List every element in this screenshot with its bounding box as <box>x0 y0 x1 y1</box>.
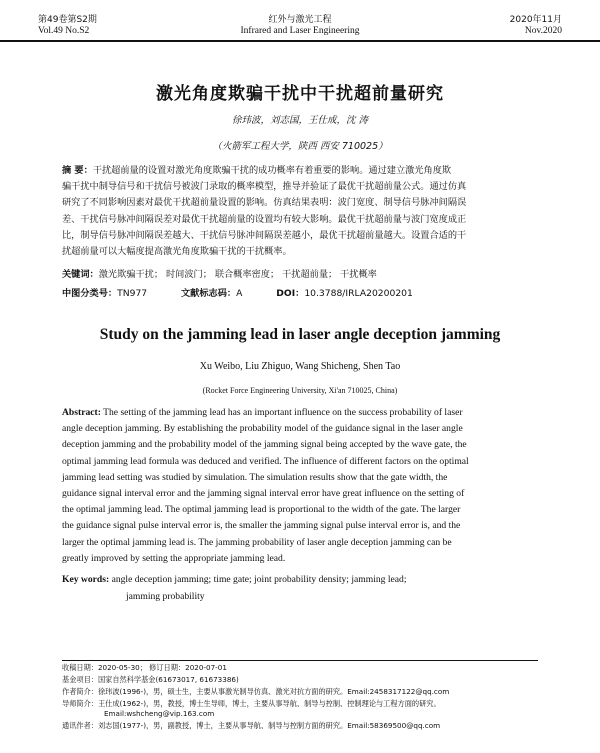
footnote-rule <box>62 660 538 661</box>
abstract-cn-line: 差、干扰信号脉冲间隔误差对最优干扰超前量的设置均有较大影响。最优干扰超前量与波门宽度成正 <box>62 213 467 225</box>
abstract-cn-label: 摘 要： <box>62 165 93 176</box>
keywords-en-label: Key words: <box>62 574 110 585</box>
affiliation-cn: （火箭军工程大学，陕西 西安 710025） <box>212 141 388 152</box>
abstract-en-line: deception jamming and the probability model of the jamming signal being accepted by the wave gate, the <box>62 439 467 451</box>
paper-title-cn: 激光角度欺骗干扰中干扰超前量研究 <box>156 84 444 104</box>
abstract-cn-line: 比，制导信号脉冲间隔误差越大、干扰信号脉冲间隔误差越小，最优干扰超前量越大。设置合适的干 <box>62 229 467 241</box>
footnote-author-bio: 作者简介：徐玮波(1996-)，男，硕士生，主要从事激光制导仿真、激光对抗方面的研究。Email:2458317122@qq.com <box>62 687 450 696</box>
abstract-en-line: angle deception jamming. By establishing the probability model of the guidance signal in the laser angle <box>62 423 463 435</box>
footnote-fund: 基金项目：国家自然科学基金(61673017, 61673386) <box>62 675 239 684</box>
abstract-cn-line: 扰超前量可以大幅度提高激光角度欺骗干扰的干扰概率。 <box>62 246 292 258</box>
paper-title-en: Study on the jamming lead in laser angle deception jamming <box>99 326 501 343</box>
keywords-cn <box>62 266 562 280</box>
abstract-en <box>62 405 542 567</box>
classification-line <box>62 285 562 299</box>
footnote-supervisor-bio: 导师简介：王仕成(1962-)，男，教授，博士生导师，博士，主要从事导航、制导与控制、控制理论与工程方面的研究。 <box>62 699 441 708</box>
abstract-en-line: optimal jamming lead formula was deduced and verified. The influence of different factors on the optimal <box>62 455 469 467</box>
header-volume-en: Vol.49 No.S2 <box>38 26 90 36</box>
doi-label: DOI： <box>276 288 305 299</box>
footnote-supervisor-email: Email:wshcheng@vip.163.com <box>104 709 215 718</box>
abstract-cn <box>62 163 552 260</box>
abstract-en-line: guidance signal interval error and the jamming signal interval error have great influence on the setting of <box>62 488 465 500</box>
header-journal-cn: 红外与激光工程 <box>268 15 332 25</box>
header-journal-en: Infrared and Laser Engineering <box>240 26 360 36</box>
doi-value: 10.3788/IRLA20200201 <box>304 288 413 299</box>
header-date-cn: 2020年11月 <box>509 15 562 25</box>
clc-label: 中图分类号： <box>62 288 118 299</box>
abstract-en-line: the optimal jamming lead. The optimal jamming lead is proportional to the width of the gate. The larger <box>62 504 461 516</box>
authors-cn: 徐玮波，刘志国，王仕成，沈 涛 <box>231 115 369 126</box>
keywords-en <box>62 571 542 605</box>
abstract-en-line: jamming lead setting was studied by simulation. The simulation results show that the gate width, the <box>62 471 448 483</box>
abstract-en-line: greatly improved by setting the appropriate jamming lead. <box>62 552 286 564</box>
keywords-en-line: jamming probability <box>126 591 205 602</box>
header-date-en: Nov.2020 <box>524 26 562 36</box>
doc-code-value: A <box>236 288 243 299</box>
header-rule <box>0 40 600 42</box>
footnotes <box>62 663 552 731</box>
keywords-cn-label: 关键词： <box>62 269 99 280</box>
footnote-received: 收稿日期：2020-05-30； 修订日期：2020-07-01 <box>62 663 227 672</box>
clc-value: TN977 <box>117 288 148 299</box>
keywords-cn-text: 激光欺骗干扰； 时间波门； 联合概率密度； 干扰超前量； 干扰概率 <box>98 269 377 280</box>
abstract-en-line: Abstract: The setting of the jamming lead has an important influence on the success probability of laser <box>62 407 463 418</box>
affiliation-en: (Rocket Force Engineering University, Xi'an 710025, China) <box>202 386 398 395</box>
abstract-en-line: the guidance signal pulse interval error is, the smaller the jamming signal pulse interval error is, and the <box>62 520 461 532</box>
doc-code-label: 文献标志码： <box>181 288 237 299</box>
authors-en: Xu Weibo, Liu Zhiguo, Wang Shicheng, Shen Tao <box>199 361 401 372</box>
abstract-cn-line: 研究了不同影响因素对最优干扰超前量设置的影响。仿真结果表明：波门宽度、制导信号脉冲间隔误 <box>62 197 467 209</box>
header-volume-cn: 第49卷第S2期 <box>38 15 97 25</box>
footnote-corresponding-author: 通讯作者：刘志国(1977-)，男，副教授，博士，主要从事导航、制导与控制方面的研究。Email:58369500@qq.com <box>62 721 441 730</box>
abstract-cn-line: 骗干扰中制导信号和干扰信号被波门录取的概率模型，推导并验证了最优干扰超前量公式。通过仿真 <box>62 181 467 193</box>
keywords-en-line: Key words: angle deception jamming; time gate; joint probability density; jamming lead; <box>62 574 407 585</box>
abstract-cn-line: 摘 要：干扰超前量的设置对激光角度欺骗干扰的成功概率有着重要的影响。通过建立激光角度欺 <box>62 165 452 176</box>
abstract-en-line: larger the optimal jamming lead is. The jamming probability of laser angle deception jamming can be <box>62 536 452 548</box>
abstract-en-label: Abstract: <box>62 407 101 418</box>
